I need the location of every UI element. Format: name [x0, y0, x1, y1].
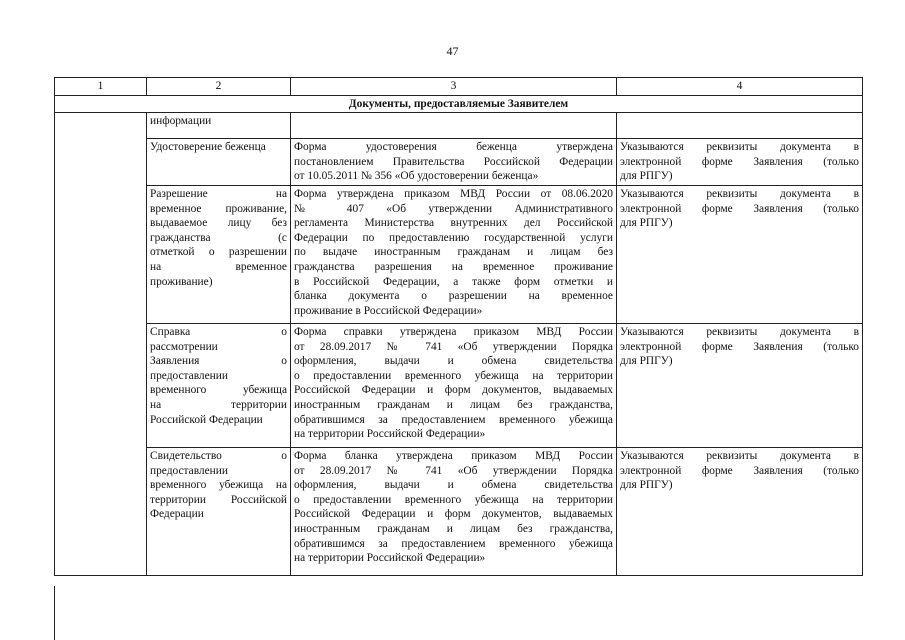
cell-text-line: на территории Российской Федерации»: [294, 552, 486, 565]
cell-text-line: Форма справки утверждена приказом МВД России: [294, 325, 613, 338]
cell-col2: [147, 447, 291, 575]
cell-text-line: от 28.09.2017 № 741 «Об утверждении Порядка: [294, 464, 613, 477]
cell-text-line: оформления, выдачи и обмена свидетельства: [294, 355, 613, 368]
cell-text-line: на территории Российской Федерации»: [294, 428, 486, 441]
cell-text-line: обратившимся за предоставлением временного убежища: [294, 537, 613, 550]
table-row: [55, 323, 863, 447]
cell-text-line: от 28.09.2017 № 741 «Об утверждении Порядка: [294, 340, 613, 353]
cell-col2: [147, 113, 291, 139]
cell-col-1: [55, 139, 147, 186]
cell-col-1: [55, 185, 147, 323]
cell-col3: [291, 185, 617, 323]
table-body: [55, 113, 863, 576]
cell-text-line: Свидетельство о: [150, 449, 287, 462]
cell-text-line: Российской Федерации и форм документов, выдаваемых: [294, 508, 613, 521]
cell-text-line: Федерации по предоставлению государственной услуги: [294, 231, 613, 244]
cell-text-line: предоставлении: [150, 369, 228, 382]
cell-text-line: отметкой о разрешении: [150, 246, 287, 259]
header-cell-1: 1: [55, 78, 147, 96]
left-border-continuation: [54, 586, 55, 640]
cell-text-line: для РПГУ): [620, 170, 673, 183]
cell-text-line: о предоставлении временного убежища на территории: [294, 493, 613, 506]
table-row: [55, 185, 863, 323]
cell-col2: [147, 185, 291, 323]
cell-text-line: рассмотрении: [150, 340, 218, 353]
section-title-row: [55, 95, 863, 113]
cell-text-line: Указываются реквизиты документа в: [620, 325, 859, 338]
table-row: [55, 139, 863, 186]
cell-text-line: Указываются реквизиты документа в: [620, 141, 859, 154]
cell-text-line: Справка о: [150, 325, 287, 338]
cell-text-line: Федерации: [150, 508, 204, 521]
page-number: 47: [446, 44, 459, 58]
section-title: Документы, предоставляемые Заявителем: [55, 95, 863, 113]
cell-text-line: для РПГУ): [620, 479, 673, 492]
cell-text-line: от 10.05.2011 № 356 «Об удостоверении беженца»: [294, 170, 539, 183]
documents-table: [54, 77, 863, 576]
cell-col4: [617, 113, 863, 139]
cell-text-line: бланка документа о разрешении на временное: [294, 290, 613, 303]
cell-col4: [617, 323, 863, 447]
header-cell-2: 2: [147, 78, 291, 96]
cell-text-line: на временное: [150, 260, 287, 273]
cell-text-line: информации: [150, 115, 212, 128]
cell-text-line: территории Российской: [150, 493, 287, 506]
cell-col-1: [55, 323, 147, 447]
cell-text-line: Российской Федерации и форм документов, выдаваемых: [294, 384, 613, 397]
cell-text-line: по выдаче иностранным гражданам и лицам без: [294, 246, 613, 259]
cell-text-line: выдаваемое лицу без: [150, 217, 287, 230]
cell-text-line: Российской Федерации: [150, 413, 263, 426]
cell-text-line: о предоставлении временного убежища на территории: [294, 369, 613, 382]
cell-text-line: регламента Министерства внутренних дел Российской: [294, 217, 613, 230]
cell-text-line: временного убежища на: [150, 479, 287, 492]
cell-text-line: проживание в Российской Федерации»: [294, 304, 483, 317]
cell-text-line: Разрешение на: [150, 187, 287, 200]
cell-text-line: предоставлении: [150, 464, 228, 477]
cell-col3: [291, 447, 617, 575]
cell-text-line: гражданства (с: [150, 231, 287, 244]
table-row: [55, 113, 863, 139]
cell-text-line: иностранным гражданам и лицам без гражданства,: [294, 398, 613, 411]
cell-col2: [147, 323, 291, 447]
header-cell-4: 4: [617, 78, 863, 96]
cell-text-line: электронной форме Заявления (только: [620, 464, 859, 477]
cell-text-line: электронной форме Заявления (только: [620, 202, 859, 215]
header-cell-3: 3: [291, 78, 617, 96]
cell-text-line: в Российской Федерации, а также форм отметки и: [294, 275, 613, 288]
cell-text-line: Удостоверение беженца: [150, 141, 266, 154]
cell-col4: [617, 139, 863, 186]
cell-text-line: иностранным гражданам и лицам без гражданства,: [294, 522, 613, 535]
cell-text-line: № 407 «Об утверждении Административного: [294, 202, 613, 215]
cell-col4: [617, 185, 863, 323]
cell-col3: [291, 323, 617, 447]
cell-text-line: постановлением Правительства Российской Федерации: [294, 155, 613, 168]
table-header-row: [55, 78, 863, 96]
cell-col2: [147, 139, 291, 186]
cell-text-line: Заявления о: [150, 355, 287, 368]
cell-col3: [291, 139, 617, 186]
cell-col-1: [55, 447, 147, 575]
cell-text-line: для РПГУ): [620, 217, 673, 230]
cell-text-line: Форма удостоверения беженца утверждена: [294, 141, 613, 154]
cell-text-line: Указываются реквизиты документа в: [620, 449, 859, 462]
cell-text-line: обратившимся за предоставлением временного убежища: [294, 413, 613, 426]
cell-text-line: временного убежища: [150, 384, 287, 397]
cell-text-line: для РПГУ): [620, 355, 673, 368]
cell-col4: [617, 447, 863, 575]
cell-text-line: оформления, выдачи и обмена свидетельства: [294, 479, 613, 492]
cell-text-line: электронной форме Заявления (только: [620, 340, 859, 353]
cell-text-line: электронной форме Заявления (только: [620, 155, 859, 168]
cell-col-1: [55, 113, 147, 139]
cell-text-line: Указываются реквизиты документа в: [620, 187, 859, 200]
cell-text-line: временное проживание,: [150, 202, 287, 215]
cell-text-line: Форма бланка утверждена приказом МВД России: [294, 449, 613, 462]
cell-text-line: Форма утверждена приказом МВД России от 08.06.2020: [294, 187, 613, 200]
cell-col3: [291, 113, 617, 139]
cell-text-line: проживание): [150, 275, 213, 288]
cell-text-line: гражданства разрешения на временное проживание: [294, 260, 613, 273]
table-row: [55, 447, 863, 575]
cell-text-line: на территории: [150, 398, 287, 411]
